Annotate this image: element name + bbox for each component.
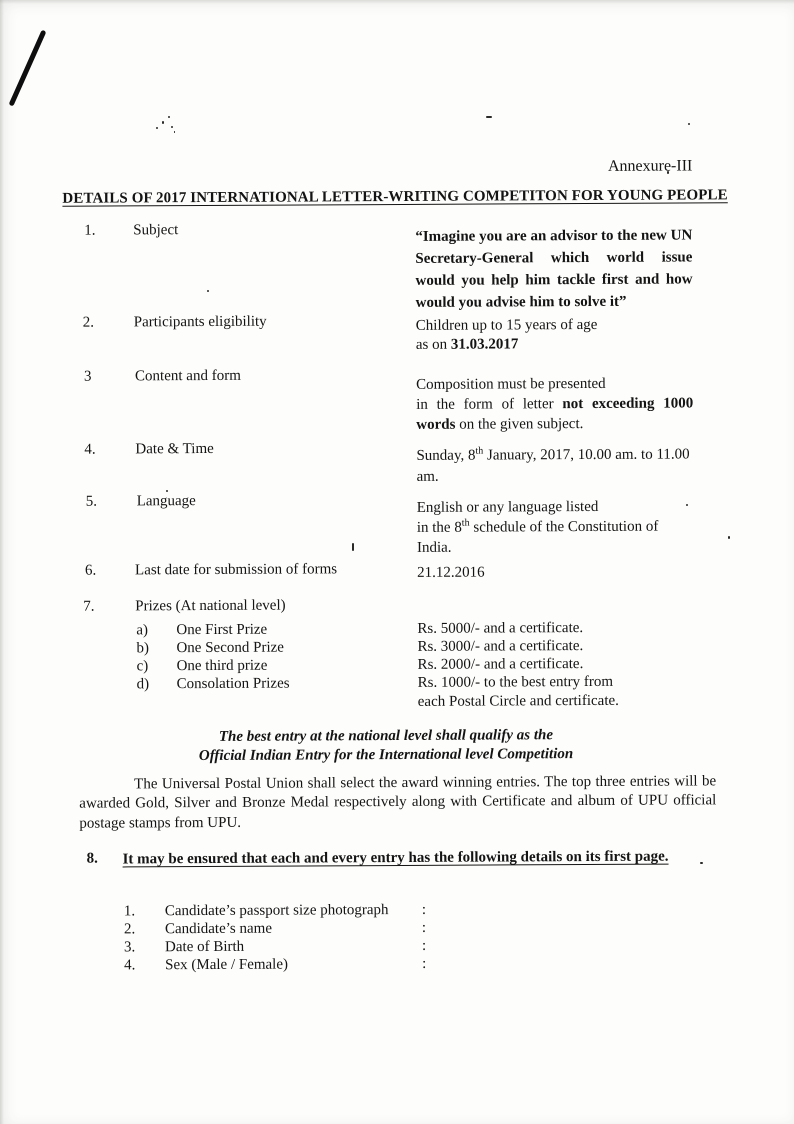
item-3-value-bold: not exceeding 1000 words [416, 395, 694, 433]
item-1-label: Subject [133, 222, 179, 239]
item-4-value [416, 444, 693, 487]
item-1-value: “Imagine you are an advisor to the new UN Secretary-General which world issue would you help him tackle first and how would you advise him to solve it” [415, 227, 693, 311]
detail-number: 4. [124, 957, 136, 974]
item-3-value [416, 373, 693, 434]
item-3-label: Content and form [134, 367, 241, 385]
prize-award: Rs. 5000/- and a certificate. [417, 620, 584, 637]
detail-colon: : [421, 919, 427, 936]
item-5-value-sup: th [461, 517, 470, 529]
document-title: DETAILS OF 2017 INTERNATIONAL LETTER-WRITING COMPETITON FOR YOUNG PEOPLE [62, 187, 728, 207]
prize-name: One Second Prize [176, 639, 284, 657]
item-6-number: 6. [84, 562, 97, 579]
item-2-label: Participants eligibility [133, 313, 267, 331]
annexure-label: Annexure-III [607, 157, 693, 175]
item-6-label: Last date for submission of forms [134, 561, 338, 579]
detail-label: Date of Birth [164, 938, 245, 956]
item-5-value-line1: English or any language listed [416, 498, 599, 516]
detail-number: 2. [123, 921, 136, 938]
prize-letter: b) [136, 640, 149, 657]
item-4-number: 4. [84, 441, 96, 458]
item-3-value-rest [416, 393, 693, 434]
item-4-value-sup: th [475, 445, 484, 457]
item-4-value-post: January, 2017, 10.00 am. to 11.00 am. [416, 446, 690, 485]
detail-label: Candidate’s name [164, 920, 273, 938]
item-2-value-line1: Children up to 15 years of age [415, 316, 598, 334]
item-4-value-pre: Sunday, 8 [416, 447, 476, 464]
item-2-value-line2-bold: 31.03.2017 [450, 336, 519, 353]
item-2-value [416, 315, 693, 354]
item-5-number: 5. [85, 493, 97, 510]
upu-paragraph: The Universal Postal Union shall select the award winning entries. The top three entries will be awarded Gold, Silver and Bronze Medal respectively along with Certificate and album of UPU official postage stamps from UPU. [79, 773, 717, 832]
item-1-number: 1. [84, 222, 96, 239]
item-5-value [417, 496, 689, 557]
detail-label: Candidate’s passport size photograph [164, 902, 389, 920]
item-3-value-line1: Composition must be presented [416, 375, 606, 393]
item-7-label: Prizes (At national level) [135, 597, 286, 615]
prize-letter: c) [136, 658, 149, 675]
prize-name: Consolation Prizes [176, 675, 290, 693]
item-8-heading: It may be ensured that each and every entry has the following details on its first page. [122, 848, 669, 868]
item-2-value-line2 [416, 334, 693, 354]
item-6-value: 21.12.2016 [417, 564, 485, 581]
prize-letter: a) [136, 622, 149, 639]
item-5-value-rest [417, 516, 689, 557]
item-3-value-plain: in the form of letter [416, 396, 563, 413]
prize-award: Rs. 2000/- and a certificate. [417, 656, 584, 673]
item-2-value-line2-plain: as on [415, 336, 451, 353]
note-line2: Official Indian Entry for the International level Competition [198, 746, 574, 765]
prize-name: One third prize [176, 657, 268, 675]
detail-colon: : [422, 955, 427, 972]
prize-award: Rs. 1000/- to the best entry from each Postal Circle and certificate. [417, 673, 619, 710]
item-8-number: 8. [86, 850, 98, 867]
item-3-value-tail: on the given subject. [455, 416, 584, 433]
detail-number: 3. [123, 939, 136, 956]
note-line1: The best entry at the national level shall qualify as the [218, 727, 554, 745]
item-5-value-pre: in the 8 [416, 519, 462, 536]
item-7-number: 7. [83, 598, 95, 615]
detail-colon: : [421, 937, 427, 954]
item-5-label: Language [136, 493, 196, 510]
prize-name: One First Prize [176, 621, 268, 639]
prize-letter: d) [136, 676, 150, 693]
prize-award: Rs. 3000/- and a certificate. [417, 638, 584, 655]
national-entry-note [1, 725, 771, 767]
detail-number: 1. [123, 903, 136, 920]
item-2-number: 2. [82, 314, 95, 331]
detail-colon: : [421, 901, 427, 918]
item-3-number: 3 [83, 368, 92, 385]
item-5-value-post: schedule of the Constitution of India. [416, 518, 659, 556]
item-4-label: Date & Time [135, 440, 214, 458]
detail-label: Sex (Male / Female) [165, 956, 289, 974]
